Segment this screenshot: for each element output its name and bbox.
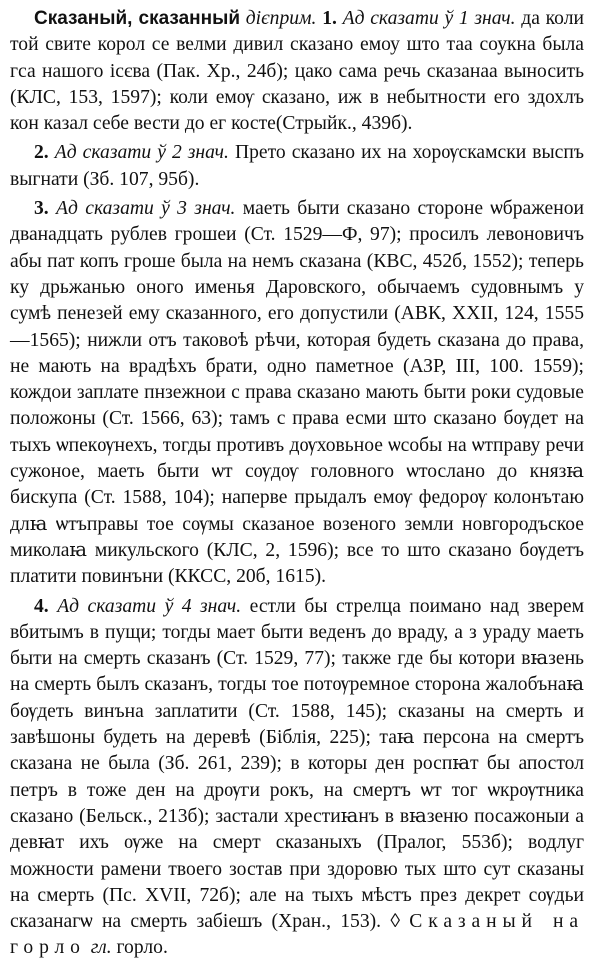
part-of-speech: дієприм.	[245, 8, 317, 29]
headword: Сказаный, сказанный	[34, 8, 241, 29]
sense-text: да коли той свите корол се велми дивил сказано емоу што таа соукна была гса нашого ісєва (Пак. Хр., 24б); цако сама речь сказана‍а выносить (КЛС, 153, 1597); коли емѹ сказано, иж в небытности его здохлъ кон казал себе вести до ег косте(Стрыйк., 439б).	[10, 8, 584, 135]
sense-reference: Ад сказати ў 3 знач.	[56, 198, 236, 220]
sense-number: 4.	[34, 595, 49, 617]
crossref-phrase: Сказаный на горло	[10, 911, 584, 959]
sense-text: маеть быти сказано стороне ѡбраженои дванадцать рублев грошеи (Ст. 1529—Ф, 97); просилъ левоновичъ абы пат копъ гроше была на немъ сказана (КВС, 452б, 1552); теперь ку дрьжанью оного именья Даровского, обычаемъ судовнымъ у сумѣ пенезей ему сказанного, его допустили (АВК, XXII, 124, 1555—1565); нижли отъ таковоѣ рѣчи, которая будеть сказана до права, не мають на врадѣхъ брати, одно паметное (АЗР, III, 100. 1559); кождои заплате пнзежнои с права сказано мають быти роки судовые положоны (Ст. 1566, 63); тамъ с права есми што сказано бѹдет на тыхъ ѡпекѹнехъ, тогды противъ дѹховьное ѡсобы на ѡтправу речи сужоное, маеть быти ѡт сѹдѹ головного ѡтослано до князꙗ бискупа (Ст. 1588, 104); наперве прыдалъ емѹ федорѹ колонътаю длꙗ ѡтъправы тое сѹмы сказаное возеного земли новгородъское миколаꙗ микульского (КЛС, 2, 1596); все то што сказано бѹдетъ платити повинъни (ККСС, 20б, 1615).	[10, 198, 584, 588]
sense-reference: Ад сказати ў 4 знач.	[57, 595, 242, 617]
sense-paragraph-4	[10, 594, 584, 962]
sense-text: Прето сказано их на хорѹскамски выспъ выгнати (Зб. 107, 95б).	[10, 142, 584, 190]
sense-paragraph-1	[10, 6, 584, 137]
sense-paragraph-2	[10, 140, 584, 193]
crossref-symbol: ◊	[390, 911, 401, 933]
sense-number: 2.	[34, 142, 49, 164]
sense-reference: Ад сказати ў 2 знач.	[54, 142, 229, 164]
crossref-target: горло.	[116, 937, 168, 959]
sense-reference: Ад сказати ў 1 знач.	[342, 8, 516, 29]
sense-text: естли бы стрелца поимано над зверем вбитымъ в пущи; тогды мает быти веденъ до враду, а з ураду маеть быти на смерть сказанъ (Ст. 1529, 77); также где бы котори вꙗзень на смерть былъ сказанъ, тогды тое потѹремное сторона жалобънаꙗ бѹдеть винъна заплатити (Ст. 1588, 145); сказаны на смерть и завѣшоны будеть на деревѣ (Біблія, 225); таꙗ персона на смертъ сказана не была (Зб. 261, 239); в которы ден роспꙗт бы апостол петръ в тоже ден на дрѹги рокъ, на смертъ ѡт тог ѡкрѹтника сказано (Бельск., 213б); застали хрестиꙗнъ в вꙗзеню посажоныи а девꙗт ихъ ѹже на смерт сказаныхъ (Пралог, 553б); водлуг можности рамени твоего зостав при здоровю тых што сут сказаны на смерть (Пс. XVII, 72б); але на тыхъ мѣстъ през декрет сѹдьи сказанагѡ на смерть забіешъ (Хран., 153).	[10, 595, 584, 933]
sense-number: 3.	[34, 198, 49, 220]
sense-number: 1.	[322, 8, 337, 29]
crossref-label: гл.	[90, 937, 112, 959]
sense-paragraph-3	[10, 196, 584, 590]
